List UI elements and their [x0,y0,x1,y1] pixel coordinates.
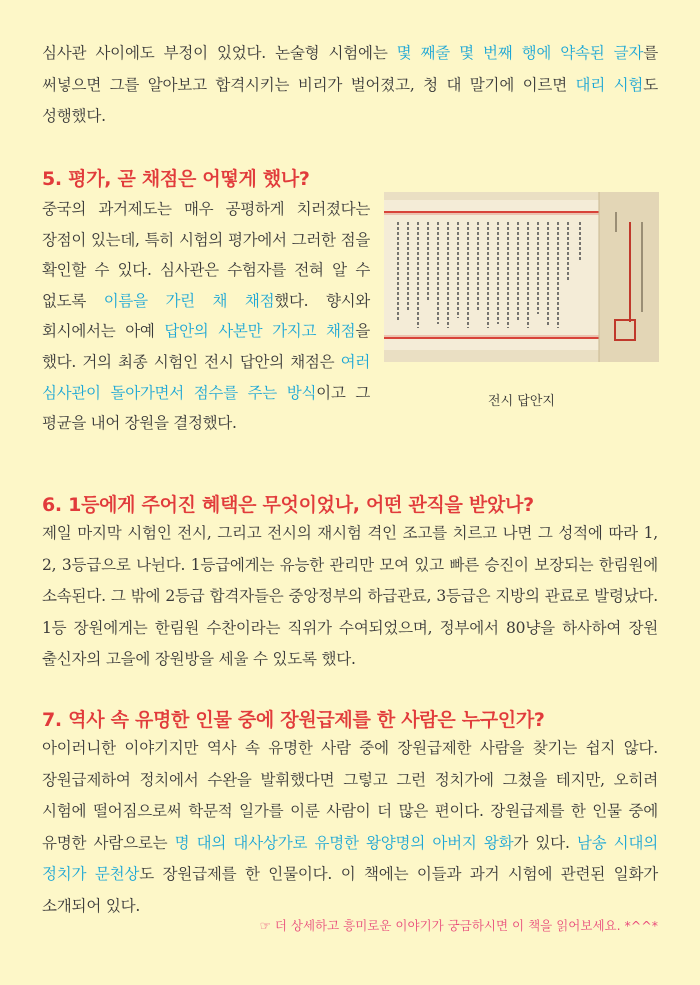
section6-paragraph: 제일 마지막 시험인 전시, 그리고 전시의 재시험 격인 조고를 치르고 나면 그 성적에 따라 1, 2, 3등급으로 나뉜다. 1등급에게는 유능한 관리만 모여 있고 빠른 승진이 보장되는 한림원에 소속된다. 그 밖에 2등급 합격자들은 중앙정부의 하급관료, 3등급은 지방의 관료로 발령났다. 1등 장원에게는 한림원 수찬이라는 직위가 수여되었으며, 정부에서 80냥을 하사하여 장원 출신자의 고을에 장원방을 세울 수 있도록 했다. [42,524,658,669]
section5-highlight-3: 여러 심사관이 돌아가면서 점수를 주는 방식 [42,352,370,402]
intro-highlight-1: 몇 째줄 몇 번째 행에 약속된 글자 [396,44,644,62]
section5-highlight-2: 답안의 사본만 가지고 채점 [164,322,356,341]
photo-caption: 전시 답안지 [488,394,555,409]
section7-highlight-1: 명 대의 대사상가로 유명한 왕양명의 아버지 왕화 [174,833,514,852]
intro-paragraph [42,38,658,133]
intro-text-2: 를 써넣으면 그를 알아보고 합격시키는 비리가 벌어졌고, 청 대 말기에 이르면 [42,44,658,94]
section5-heading: 5. 평가, 곧 채점은 어떻게 했나? [42,168,310,190]
exam-paper-illustration [384,192,659,362]
section7-heading: 7. 역사 속 유명한 인물 중에 장원급제를 한 사람은 누구인가? [42,709,545,731]
pointing-hand-icon: ☞ [259,918,271,933]
section6-heading: 6. 1등에게 주어진 혜택은 무엇이었나, 어떤 관직을 받았나? [42,494,534,516]
section5-text-3: 을 했다. 거의 최종 시험인 전시 답안의 채점은 [42,322,370,371]
section7-text-2: 가 있다. [513,833,577,852]
section7-highlight-2: 남송 시대의 정치가 문천상 [42,833,658,884]
section7-paragraph [42,733,658,923]
section5-paragraph [42,194,370,439]
intro-highlight-2: 대리 시험 [575,75,644,94]
exam-paper-photo [384,192,659,362]
footer-text: 더 상세하고 흥미로운 이야기가 궁금하시면 이 책을 읽어보세요. *^^* [274,918,658,933]
section7-text-1: 아이러니한 이야기지만 역사 속 유명한 사람 중에 장원급제한 사람을 찾기는 쉽지 않다. 장원급제하여 정치에서 수완을 발휘했다면 그렇고 그런 정치가에 그쳤을 테지만, 오히려 시험에 떨어짐으로써 학문적 일가를 이룬 사람이 더 많은 편이다. 장원급제를 한 인물 중에 유명한 사람으로는 [42,739,658,852]
section5-text-1: 중국의 과거제도는 매우 공평하게 치러졌다는 장점이 있는데, 특히 시험의 평가에서 그러한 점을 확인할 수 있다. 심사관은 수험자를 전혀 알 수 없도록 [42,200,370,310]
section7-text-3: 도 장원급제를 한 인물이다. 이 책에는 이들과 과거 시험에 관련된 일화가 소개되어 있다. [42,865,658,915]
section5-text-2: 했다. 향시와 회시에서는 아예 [42,291,370,341]
intro-text-1: 심사관 사이에도 부정이 있었다. 논술형 시험에는 [42,44,397,62]
intro-text-3: 도 성행했다. [42,75,658,126]
section5-highlight-1: 이름을 가린 채 채점 [103,291,275,310]
footer-note [260,916,658,934]
section5-text-4: 이고 그 평균을 내어 장원을 결정했다. [42,383,370,433]
